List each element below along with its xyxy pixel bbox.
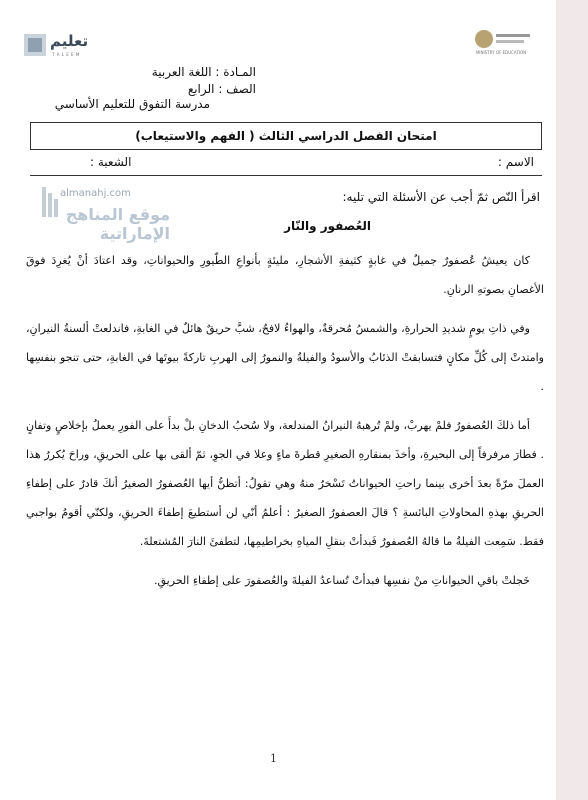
student-info-row <box>30 155 542 173</box>
logo-icon <box>22 30 50 60</box>
divider <box>30 175 542 176</box>
viewer-margin <box>556 0 588 800</box>
grade-label: الصف : الرابع <box>187 82 256 96</box>
paragraph: خَجلتْ باقي الحيواناتِ منْ نفسِها فبدأتْ تُساعدُ الفيلةَ والعُصفورَ على إطفاءِ الحريقِ. <box>154 574 530 587</box>
name-field-label: الاسم : <box>497 155 534 169</box>
subject-label: المـادة : اللغة العربية <box>151 65 256 79</box>
exam-meta <box>152 64 256 98</box>
story-title: العُصفور والنّار <box>284 219 371 233</box>
school-name: مدرسة التفوق للتعليم الأساسي <box>54 97 210 111</box>
section-field-label: الشعبة : <box>90 155 132 169</box>
logo-subtitle: T A L E E M <box>52 52 80 57</box>
paragraph: كان يعيشُ عُصفورٌ جميلٌ في غابةٍ كثيفةِ الأشجارِ، مليئةٍ بأنواعِ الطّيورِ والحيواناتِ، وقد اعتادَ أنْ يُغرِدَ فوقَ الأغصانِ بصوتهِ الرنانِ. <box>26 254 544 296</box>
emblem-icon <box>470 28 532 50</box>
watermark-site: almanahj.com <box>60 188 131 199</box>
watermark-icon <box>40 183 62 223</box>
reading-instruction: اقرأ النّص ثمّ أجب عن الأسئلة التي تليه: <box>342 190 540 204</box>
emblem-caption: MINISTRY OF EDUCATION <box>475 50 527 55</box>
ministry-emblem <box>470 28 532 62</box>
paragraph: وفي ذاتِ يومٍ شديدِ الحرارةِ، والشمسُ مُحرقةٌ، والهواءُ لافحٌ، شبَّ حريقٌ هائلٌ في الغابةِ، فاندلعتْ ألسنةُ النيرانِ، وامتدتْ إلى كُلِّ مكانٍ فتسابقتْ الذئابُ والأسودُ والفيلةُ والنمورُ إلى الهربِ تاركةً بيوتَها في الغابةِ، حتى تنجو بنفسِها . <box>26 322 544 393</box>
exam-title: امتحان الفصل الدراسي الثالث ( الفهم والاستيعاب) <box>30 122 542 150</box>
watermark <box>40 183 170 253</box>
page-header <box>0 0 556 118</box>
page-number: 1 <box>270 752 277 765</box>
taleem-logo <box>22 28 132 64</box>
watermark-arabic: موقع المناهج الإماراتية <box>65 205 170 243</box>
story-body <box>26 246 544 605</box>
paragraph: أما ذلكَ العُصفورُ فلمْ يهربْ، ولمْ تُرهبهُ النيرانُ المندلعة، ولا سُحبُ الدخانِ بلْ بدأَ على الفورِ يعملُ بإخلاصٍ وتفانٍ . فطارَ مرفرفاً إلى البحيرةِ، وأخذَ بمنقارهِ الصغيرِ قطرةَ ماءٍ وعلا في الجوِ، ثمّ ألقى بها على الحريقِ، وراحَ يُكررُ هذا العملَ مرّةً بعدَ أخرى بينما راحتِ الحيواناتُ تَسْخرُ منهُ وهي تقولُ: أتظنُّ أيها العُصفورُ الصغيرُ أنكَ قادرٌ على إطفاءِ الحريقِ بهذهِ المحاولاتِ البائسةِ ؟ قالَ العصفورُ الصغيرُ : أعلمُ أنّي لن أستطيعَ إطفاءَ الحريقِ، ولكنّي أقومُ بواجبي فقط. سَمِعت الفيلةُ ما قالهُ العُصفورُ فَبدأتْ بنقلِ المياهِ بخراطيمِها، لتطفئَ النارَ المُشتعلةَ. <box>26 419 544 548</box>
logo-text: تعليم <box>50 32 89 50</box>
